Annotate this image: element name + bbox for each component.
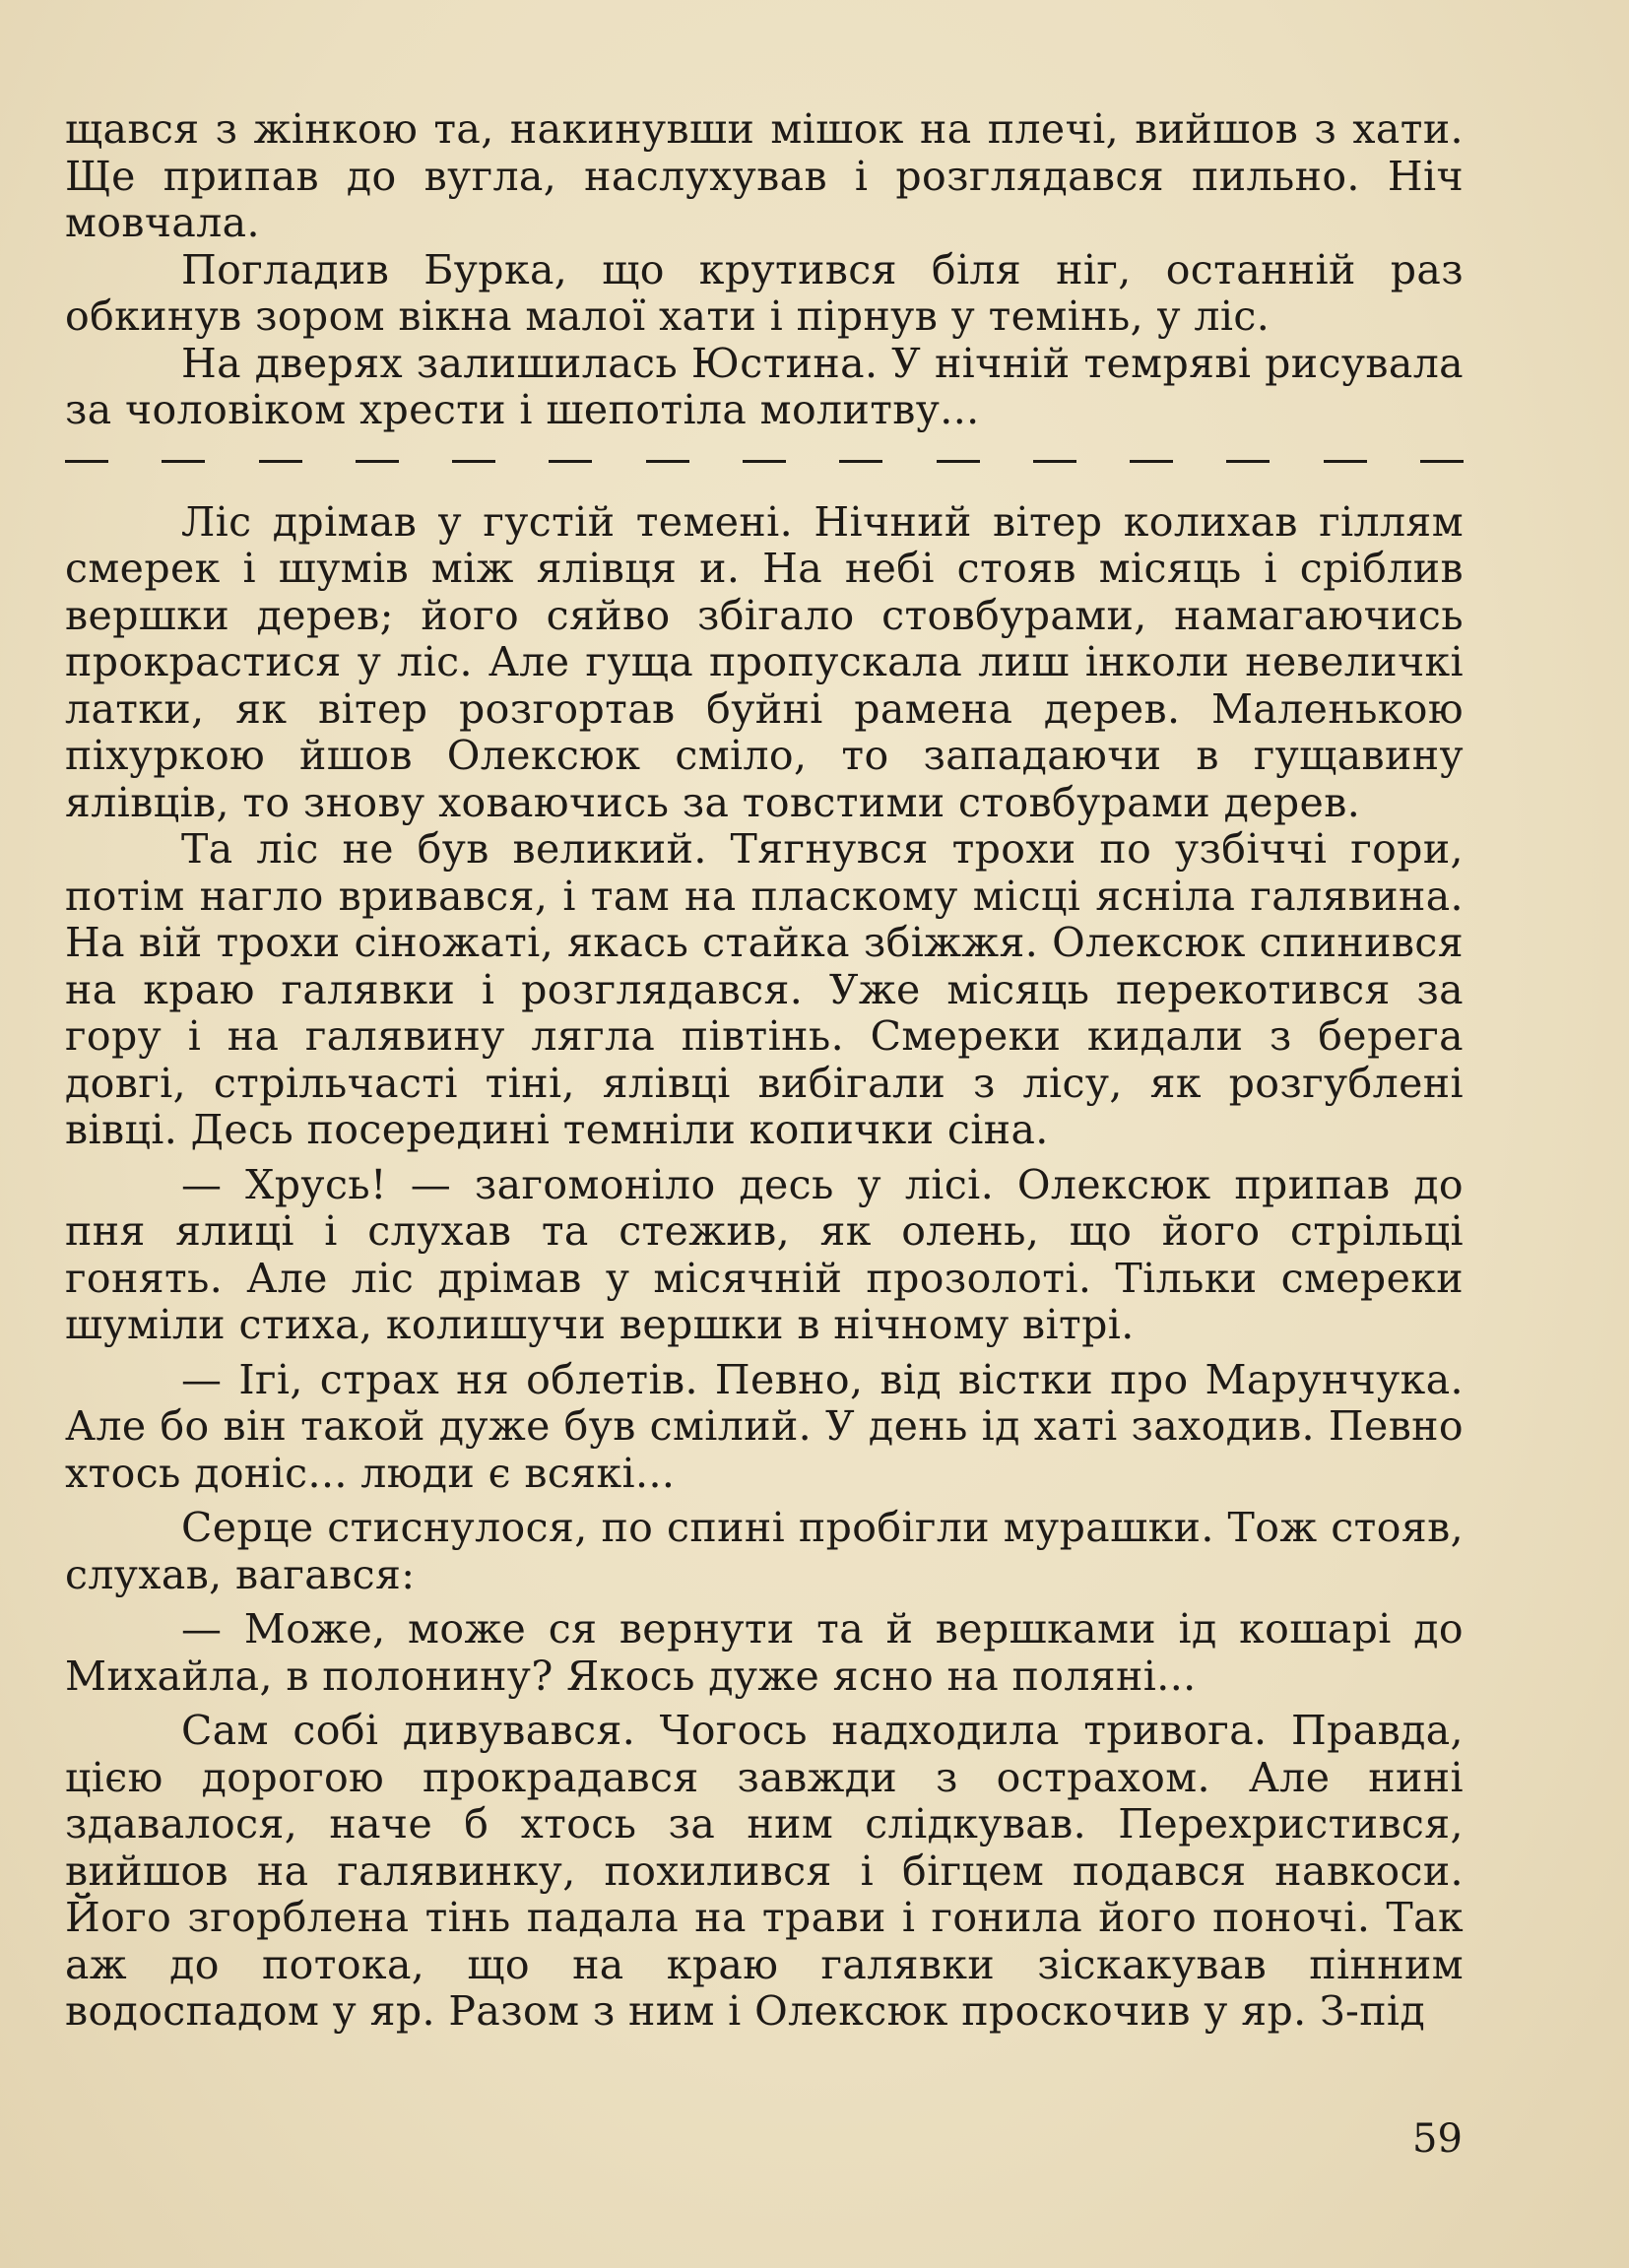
section-break — [65, 440, 1464, 484]
section-break-dash — [1420, 460, 1464, 463]
section-break-dash — [839, 460, 882, 463]
section-break-dash — [743, 460, 786, 463]
paragraph-10: Сам собі дивувався. Чогось надходила тривога. Правда, цією дорогою прокрадався завжди з острахом. Але нині здавалося, наче б хтось за ним слідкував. Перехристився, вийшов на галявинку, похилився і бігцем подався навкоси. Його згорблена тінь падала на трави і гонила його поночі. Так аж до потока, що на краю галявки зіскакував пінним водоспадом у яр. Разом з ним і Олексюк проскочив у яр. З-під — [65, 1707, 1464, 2035]
paragraph-2: Погладив Бурка, що крутився біля ніг, останній раз обкинув зором вікна малої хати і пірнув у темінь, у ліс. — [65, 245, 1464, 340]
section-break-dash — [1130, 460, 1173, 463]
section-break-dash — [1324, 460, 1367, 463]
paragraph-9: — Може, може ся вернути та й вершками ід кошарі до Михайла, в полонину? Якось дуже ясно на поляні... — [65, 1605, 1464, 1700]
page-number: 59 — [1412, 2116, 1463, 2162]
section-break-dash — [549, 460, 592, 463]
section-break-dash — [937, 460, 980, 463]
paragraph-6: — Хрусь! — загомоніло десь у лісі. Олексюк припав до пня ялиці і слухав та стежив, як олень, що його стрільці гонять. Але ліс дрімав у місячній прозолоті. Тільки смереки шуміли стиха, колишучи вершки в нічному вітрі. — [65, 1160, 1464, 1348]
paragraph-4: Ліс дрімав у густій темені. Нічний вітер колихав гіллям смерек і шумів між ялівця и. На небі стояв місяць і сріблив вершки дерев; його сяйво збігало стовбурами, намагаючись прокрастися у ліс. Але гуща пропускала лиш інколи невеличкі латки, як вітер розгортав буйні рамена дерев. Маленькою піхуркою йшов Олексюк сміло, то западаючи в гущавину ялівців, то знову ховаючись за товстими стовбурами дерев. — [65, 497, 1464, 826]
section-break-dash — [65, 460, 108, 463]
section-break-dash — [1226, 460, 1270, 463]
paragraph-1: щався з жінкою та, накинувши мішок на плечі, вийшов з хати. Ще припав до вугла, наслухував і розглядався пильно. Ніч мовчала. — [65, 105, 1464, 246]
section-break-dash — [1033, 460, 1076, 463]
section-break-dash — [452, 460, 495, 463]
paragraph-7: — Ігі, страх ня облетів. Певно, від вістки про Марунчука. Але бо він такой дуже був смілий. У день ід хаті заходив. Певно хтось доніс... люди є всякі... — [65, 1355, 1464, 1497]
page-text — [65, 106, 1464, 2036]
paragraph-8: Серце стиснулося, по спині пробігли мурашки. Тож стояв, слухав, вагався: — [65, 1504, 1464, 1598]
section-break-dash — [356, 460, 399, 463]
paragraph-5: Та ліс не був великий. Тягнувся трохи по узбіччі гори, потім нагло вривався, і там на пласкому місці ясніла галявина. На вій трохи сіножаті, якась стайка збіжжя. Олексюк спинився на краю галявки і розглядався. Уже місяць перекотився за гору і на галявину лягла півтінь. Смереки кидали з берега довгі, стрільчасті тіні, ялівці вибігали з лісу, як розгублені вівці. Десь посередині темніли копички сіна. — [65, 825, 1464, 1153]
section-break-dash — [646, 460, 689, 463]
section-break-dash — [259, 460, 302, 463]
section-break-dash — [162, 460, 205, 463]
paragraph-3: На дверях залишилась Юстина. У нічній темряві рисувала за чоловіком хрести і шепотіла молитву... — [65, 339, 1464, 433]
